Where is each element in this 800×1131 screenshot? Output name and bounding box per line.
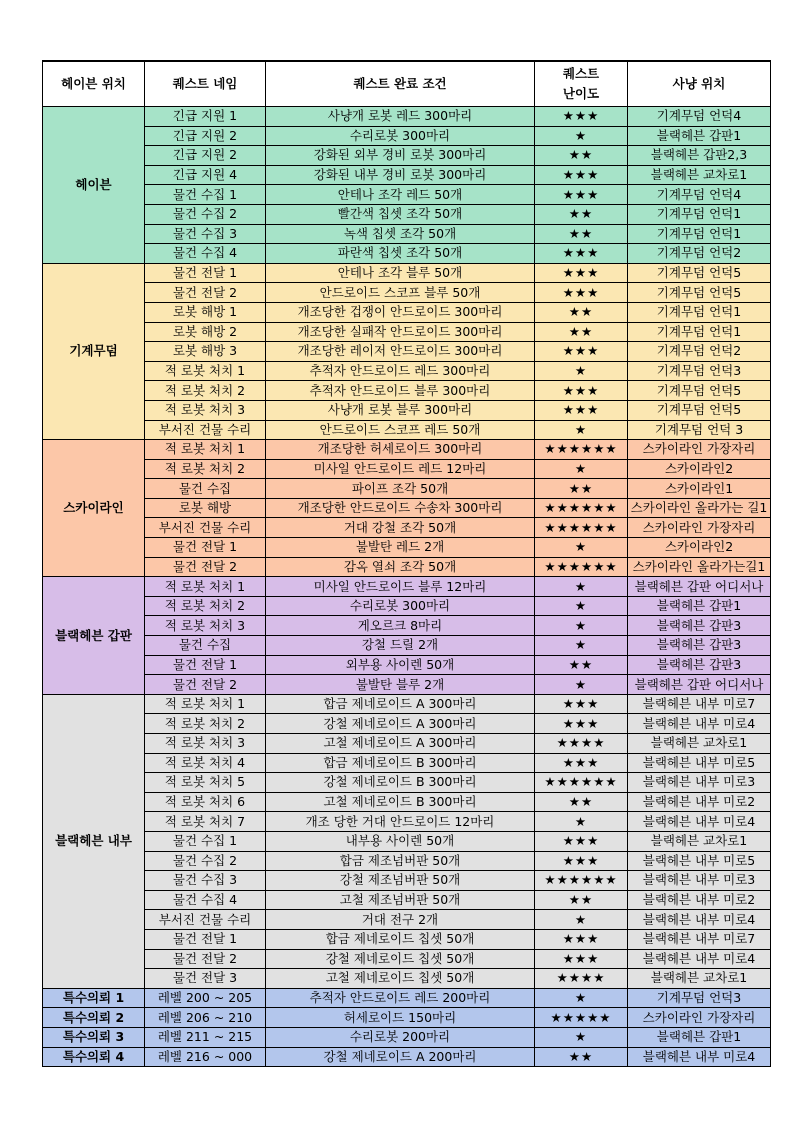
completion-cell: 합금 제네로이드 A 300마리 — [266, 694, 535, 714]
completion-cell: 고철 제네로이드 A 300마리 — [266, 734, 535, 754]
table-row — [43, 459, 771, 479]
completion-cell: 강철 제네로이드 칩셋 50개 — [266, 949, 535, 969]
table-row — [43, 773, 771, 793]
difficulty-cell: ★★★ — [535, 283, 628, 303]
table-row — [43, 812, 771, 832]
difficulty-cell: ★★★★ — [535, 969, 628, 989]
quest-name-cell: 로봇 해방 — [145, 498, 266, 518]
location-cell: 헤이븐 — [43, 107, 145, 264]
table-row — [43, 734, 771, 754]
difficulty-cell: ★ — [535, 459, 628, 479]
difficulty-cell: ★★★ — [535, 263, 628, 283]
hunt-location-cell: 기계무덤 언덕1 — [628, 302, 771, 322]
difficulty-cell: ★ — [535, 675, 628, 695]
difficulty-cell: ★★★ — [535, 165, 628, 185]
difficulty-cell: ★★★ — [535, 342, 628, 362]
table-row — [43, 929, 771, 949]
table-row — [43, 753, 771, 773]
completion-cell: 빨간색 칩셋 조각 50개 — [266, 204, 535, 224]
difficulty-cell: ★★★★★★ — [535, 498, 628, 518]
table-row — [43, 577, 771, 597]
hunt-location-cell: 기계무덤 언덕 3 — [628, 420, 771, 440]
special-location-cell: 특수의뢰 1 — [43, 988, 145, 1008]
table-row — [43, 185, 771, 205]
completion-cell: 불발탄 블루 2개 — [266, 675, 535, 695]
hunt-location-cell: 스카이라인 가장자리 — [628, 1008, 771, 1028]
special-location-cell: 특수의뢰 3 — [43, 1027, 145, 1047]
quest-name-cell: 물건 전달 2 — [145, 283, 266, 303]
table-row — [43, 204, 771, 224]
hunt-location-cell: 기계무덤 언덕2 — [628, 342, 771, 362]
table-row — [43, 831, 771, 851]
table-row — [43, 342, 771, 362]
hunt-location-cell: 블랙헤븐 교차로1 — [628, 734, 771, 754]
completion-cell: 강철 제네로이드 A 300마리 — [266, 714, 535, 734]
quest-name-cell: 부서진 건물 수리 — [145, 910, 266, 930]
quest-name-cell: 물건 수집 1 — [145, 185, 266, 205]
completion-cell: 강화된 외부 경비 로봇 300마리 — [266, 146, 535, 166]
table-row — [43, 224, 771, 244]
quest-table — [42, 60, 771, 1067]
hunt-location-cell: 블랙헤븐 갑판3 — [628, 655, 771, 675]
quest-name-cell: 적 로봇 처치 4 — [145, 753, 266, 773]
completion-cell: 안드로이드 스코프 레드 50개 — [266, 420, 535, 440]
completion-cell: 개조 당한 거대 안드로이드 12마리 — [266, 812, 535, 832]
completion-cell: 외부용 사이렌 50개 — [266, 655, 535, 675]
quest-name-cell: 적 로봇 처치 2 — [145, 596, 266, 616]
difficulty-cell: ★★★★★★ — [535, 773, 628, 793]
completion-cell: 불발탄 레드 2개 — [266, 538, 535, 558]
table-row — [43, 498, 771, 518]
difficulty-cell: ★★★ — [535, 244, 628, 264]
quest-name-cell: 적 로봇 처치 3 — [145, 400, 266, 420]
quest-name-cell: 물건 전달 2 — [145, 949, 266, 969]
quest-name-cell: 물건 전달 1 — [145, 263, 266, 283]
hunt-location-cell: 스카이라인 올라가는 길1 — [628, 498, 771, 518]
level-range-cell: 레벨 216 ~ 000 — [145, 1047, 266, 1067]
completion-cell: 강철 제네로이드 B 300마리 — [266, 773, 535, 793]
table-row — [43, 557, 771, 577]
quest-name-cell: 긴급 지원 4 — [145, 165, 266, 185]
quest-name-cell: 적 로봇 처치 3 — [145, 616, 266, 636]
hunt-location-cell: 스카이라인 올라가는길1 — [628, 557, 771, 577]
level-range-cell: 레벨 200 ~ 205 — [145, 988, 266, 1008]
table-row — [43, 655, 771, 675]
table-row — [43, 871, 771, 891]
table-row — [43, 616, 771, 636]
hunt-location-cell: 기계무덤 언덕1 — [628, 204, 771, 224]
table-row — [43, 792, 771, 812]
quest-name-cell: 로봇 해방 2 — [145, 322, 266, 342]
table-row — [43, 420, 771, 440]
table-row — [43, 165, 771, 185]
hunt-location-cell: 기계무덤 언덕4 — [628, 185, 771, 205]
difficulty-cell: ★★★★★★ — [535, 557, 628, 577]
hunt-location-cell: 블랙헤븐 내부 미로4 — [628, 1047, 771, 1067]
table-row — [43, 126, 771, 146]
table-row — [43, 302, 771, 322]
difficulty-cell: ★★ — [535, 224, 628, 244]
difficulty-cell: ★★ — [535, 322, 628, 342]
difficulty-cell: ★ — [535, 1027, 628, 1047]
hunt-location-cell: 블랙헤븐 갑판1 — [628, 596, 771, 616]
difficulty-cell: ★ — [535, 910, 628, 930]
completion-cell: 개조당한 허세로이드 300마리 — [266, 440, 535, 460]
quest-name-cell: 적 로봇 처치 2 — [145, 714, 266, 734]
quest-name-cell: 물건 수집 3 — [145, 224, 266, 244]
completion-cell: 수리로봇 200마리 — [266, 1027, 535, 1047]
completion-cell: 허세로이드 150마리 — [266, 1008, 535, 1028]
table-row — [43, 107, 771, 127]
table-row — [43, 694, 771, 714]
completion-cell: 안드로이드 스코프 블루 50개 — [266, 283, 535, 303]
location-cell: 블랙헤븐 내부 — [43, 694, 145, 988]
quest-name-cell: 물건 수집 4 — [145, 890, 266, 910]
completion-cell: 사냥개 로봇 블루 300마리 — [266, 400, 535, 420]
completion-cell: 강화된 내부 경비 로봇 300마리 — [266, 165, 535, 185]
special-location-cell: 특수의뢰 4 — [43, 1047, 145, 1067]
quest-name-cell: 물건 전달 2 — [145, 557, 266, 577]
table-row — [43, 263, 771, 283]
completion-cell: 강철 제조넘버판 50개 — [266, 871, 535, 891]
quest-name-cell: 물건 수집 4 — [145, 244, 266, 264]
quest-name-cell: 로봇 해방 3 — [145, 342, 266, 362]
difficulty-cell: ★ — [535, 126, 628, 146]
hunt-location-cell: 스카이라인2 — [628, 538, 771, 558]
table-row — [43, 851, 771, 871]
hunt-location-cell: 블랙헤븐 갑판1 — [628, 1027, 771, 1047]
completion-cell: 감옥 열쇠 조각 50개 — [266, 557, 535, 577]
level-range-cell: 레벨 206 ~ 210 — [145, 1008, 266, 1028]
quest-name-cell: 긴급 지원 1 — [145, 107, 266, 127]
difficulty-cell: ★★ — [535, 302, 628, 322]
completion-cell: 미사일 안드로이드 레드 12마리 — [266, 459, 535, 479]
hunt-location-cell: 블랙헤븐 갑판3 — [628, 616, 771, 636]
difficulty-cell: ★ — [535, 577, 628, 597]
difficulty-cell: ★ — [535, 538, 628, 558]
completion-cell: 안테나 조각 레드 50개 — [266, 185, 535, 205]
special-request-row — [43, 1008, 771, 1028]
hunt-location-cell: 블랙헤븐 내부 미로4 — [628, 910, 771, 930]
quest-name-cell: 물건 전달 1 — [145, 538, 266, 558]
quest-name-cell: 적 로봇 처치 2 — [145, 381, 266, 401]
hunt-location-cell: 블랙헤븐 내부 미로7 — [628, 694, 771, 714]
difficulty-cell: ★★★ — [535, 929, 628, 949]
difficulty-cell: ★ — [535, 596, 628, 616]
table-body — [43, 107, 771, 1067]
hunt-location-cell: 기계무덤 언덕5 — [628, 283, 771, 303]
hunt-location-cell: 블랙헤븐 내부 미로2 — [628, 890, 771, 910]
quest-name-cell: 적 로봇 처치 5 — [145, 773, 266, 793]
special-location-cell: 특수의뢰 2 — [43, 1008, 145, 1028]
completion-cell: 안테나 조각 블루 50개 — [266, 263, 535, 283]
hunt-location-cell: 기계무덤 언덕2 — [628, 244, 771, 264]
hunt-location-cell: 기계무덤 언덕5 — [628, 400, 771, 420]
hunt-location-cell: 블랙헤븐 내부 미로5 — [628, 753, 771, 773]
table-row — [43, 400, 771, 420]
hunt-location-cell: 블랙헤븐 내부 미로3 — [628, 871, 771, 891]
table-header — [43, 61, 771, 107]
difficulty-cell: ★★★★★★ — [535, 871, 628, 891]
hunt-location-cell: 블랙헤븐 내부 미로5 — [628, 851, 771, 871]
hunt-location-cell: 블랙헤븐 갑판3 — [628, 636, 771, 656]
completion-cell: 수리로봇 300마리 — [266, 596, 535, 616]
difficulty-cell: ★★★★★ — [535, 1008, 628, 1028]
difficulty-cell: ★★★ — [535, 107, 628, 127]
table-row — [43, 596, 771, 616]
table-row — [43, 969, 771, 989]
hunt-location-cell: 블랙헤븐 갑판 어디서나 — [628, 675, 771, 695]
completion-cell: 녹색 칩셋 조각 50개 — [266, 224, 535, 244]
table-row — [43, 714, 771, 734]
header-location: 헤이븐 위치 — [43, 61, 145, 107]
completion-cell: 미사일 안드로이드 블루 12마리 — [266, 577, 535, 597]
hunt-location-cell: 블랙헤븐 내부 미로4 — [628, 812, 771, 832]
hunt-location-cell: 블랙헤븐 내부 미로4 — [628, 949, 771, 969]
table-row — [43, 675, 771, 695]
quest-name-cell: 물건 전달 1 — [145, 929, 266, 949]
completion-cell: 파란색 칩셋 조각 50개 — [266, 244, 535, 264]
hunt-location-cell: 스카이라인 가장자리 — [628, 518, 771, 538]
header-hunt-location: 사냥 위치 — [628, 61, 771, 107]
completion-cell: 거대 강철 조각 50개 — [266, 518, 535, 538]
completion-cell: 고철 제네로이드 B 300마리 — [266, 792, 535, 812]
hunt-location-cell: 스카이라인2 — [628, 459, 771, 479]
hunt-location-cell: 기계무덤 언덕5 — [628, 263, 771, 283]
quest-name-cell: 물건 수집 1 — [145, 831, 266, 851]
completion-cell: 파이프 조각 50개 — [266, 479, 535, 499]
difficulty-cell: ★★ — [535, 479, 628, 499]
hunt-location-cell: 블랙헤븐 갑판1 — [628, 126, 771, 146]
hunt-location-cell: 블랙헤븐 내부 미로7 — [628, 929, 771, 949]
completion-cell: 고철 제조넘버판 50개 — [266, 890, 535, 910]
difficulty-cell: ★★★ — [535, 694, 628, 714]
hunt-location-cell: 블랙헤븐 교차로1 — [628, 831, 771, 851]
table-row — [43, 538, 771, 558]
quest-name-cell: 부서진 건물 수리 — [145, 420, 266, 440]
difficulty-cell: ★★ — [535, 146, 628, 166]
quest-name-cell: 긴급 지원 2 — [145, 146, 266, 166]
special-request-row — [43, 1027, 771, 1047]
header-difficulty: 퀘스트 난이도 — [535, 61, 628, 107]
hunt-location-cell: 블랙헤븐 교차로1 — [628, 969, 771, 989]
difficulty-cell: ★ — [535, 636, 628, 656]
table-row — [43, 381, 771, 401]
completion-cell: 개조당한 안드로이드 수송차 300마리 — [266, 498, 535, 518]
difficulty-cell: ★★★ — [535, 400, 628, 420]
hunt-location-cell: 기계무덤 언덕5 — [628, 381, 771, 401]
table-row — [43, 146, 771, 166]
special-request-row — [43, 1047, 771, 1067]
quest-name-cell: 적 로봇 처치 2 — [145, 459, 266, 479]
quest-name-cell: 적 로봇 처치 1 — [145, 577, 266, 597]
completion-cell: 강철 드릴 2개 — [266, 636, 535, 656]
quest-name-cell: 물건 수집 2 — [145, 204, 266, 224]
quest-name-cell: 적 로봇 처치 1 — [145, 361, 266, 381]
quest-name-cell: 적 로봇 처치 7 — [145, 812, 266, 832]
hunt-location-cell: 기계무덤 언덕3 — [628, 361, 771, 381]
table-row — [43, 636, 771, 656]
table-row — [43, 440, 771, 460]
difficulty-cell: ★ — [535, 361, 628, 381]
table-row — [43, 283, 771, 303]
difficulty-cell: ★★ — [535, 204, 628, 224]
quest-name-cell: 적 로봇 처치 3 — [145, 734, 266, 754]
hunt-location-cell: 블랙헤븐 내부 미로4 — [628, 714, 771, 734]
completion-cell: 개조당한 실패작 안드로이드 300마리 — [266, 322, 535, 342]
difficulty-cell: ★★★ — [535, 185, 628, 205]
hunt-location-cell: 블랙헤븐 내부 미로2 — [628, 792, 771, 812]
difficulty-cell: ★★★★★★ — [535, 440, 628, 460]
location-cell: 기계무덤 — [43, 263, 145, 439]
completion-cell: 수리로봇 300마리 — [266, 126, 535, 146]
table-row — [43, 949, 771, 969]
hunt-location-cell: 기계무덤 언덕1 — [628, 322, 771, 342]
difficulty-cell: ★★★ — [535, 381, 628, 401]
hunt-location-cell: 기계무덤 언덕4 — [628, 107, 771, 127]
table-row — [43, 518, 771, 538]
quest-name-cell: 적 로봇 처치 1 — [145, 694, 266, 714]
quest-name-cell: 물건 전달 3 — [145, 969, 266, 989]
completion-cell: 게오르크 8마리 — [266, 616, 535, 636]
table-row — [43, 361, 771, 381]
completion-cell: 강철 제네로이드 A 200마리 — [266, 1047, 535, 1067]
difficulty-cell: ★★★★★★ — [535, 518, 628, 538]
quest-name-cell: 물건 전달 1 — [145, 655, 266, 675]
difficulty-cell: ★★★ — [535, 753, 628, 773]
completion-cell: 내부용 사이렌 50개 — [266, 831, 535, 851]
table-row — [43, 890, 771, 910]
table-row — [43, 910, 771, 930]
hunt-location-cell: 기계무덤 언덕3 — [628, 988, 771, 1008]
completion-cell: 고철 제네로이드 칩셋 50개 — [266, 969, 535, 989]
quest-name-cell: 물건 수집 2 — [145, 851, 266, 871]
hunt-location-cell: 블랙헤븐 교차로1 — [628, 165, 771, 185]
difficulty-cell: ★ — [535, 988, 628, 1008]
quest-name-cell: 물건 수집 3 — [145, 871, 266, 891]
quest-name-cell: 적 로봇 처치 6 — [145, 792, 266, 812]
difficulty-cell: ★★ — [535, 890, 628, 910]
completion-cell: 개조당한 레이저 안드로이드 300마리 — [266, 342, 535, 362]
quest-name-cell: 물건 전달 2 — [145, 675, 266, 695]
difficulty-cell: ★★★ — [535, 851, 628, 871]
header-completion: 퀘스트 완료 조건 — [266, 61, 535, 107]
hunt-location-cell: 스카이라인1 — [628, 479, 771, 499]
completion-cell: 개조당한 겁쟁이 안드로이드 300마리 — [266, 302, 535, 322]
hunt-location-cell: 기계무덤 언덕1 — [628, 224, 771, 244]
location-cell: 스카이라인 — [43, 440, 145, 577]
difficulty-cell: ★ — [535, 420, 628, 440]
difficulty-cell: ★ — [535, 616, 628, 636]
difficulty-cell: ★★★ — [535, 831, 628, 851]
special-request-row — [43, 988, 771, 1008]
table-row — [43, 479, 771, 499]
completion-cell: 합금 제네로이드 B 300마리 — [266, 753, 535, 773]
difficulty-cell: ★★ — [535, 792, 628, 812]
quest-name-cell: 부서진 건물 수리 — [145, 518, 266, 538]
hunt-location-cell: 스카이라인 가장자리 — [628, 440, 771, 460]
quest-name-cell: 물건 수집 — [145, 636, 266, 656]
table-row — [43, 244, 771, 264]
hunt-location-cell: 블랙헤븐 내부 미로3 — [628, 773, 771, 793]
difficulty-cell: ★★ — [535, 1047, 628, 1067]
completion-cell: 합금 제네로이드 칩셋 50개 — [266, 929, 535, 949]
quest-name-cell: 적 로봇 처치 1 — [145, 440, 266, 460]
completion-cell: 사냥개 로봇 레드 300마리 — [266, 107, 535, 127]
completion-cell: 거대 전구 2개 — [266, 910, 535, 930]
completion-cell: 합금 제조넘버판 50개 — [266, 851, 535, 871]
difficulty-cell: ★★ — [535, 655, 628, 675]
hunt-location-cell: 블랙헤븐 갑판2,3 — [628, 146, 771, 166]
difficulty-cell: ★★★★ — [535, 734, 628, 754]
difficulty-cell: ★ — [535, 812, 628, 832]
header-quest-name: 퀘스트 네임 — [145, 61, 266, 107]
header-row — [43, 61, 771, 107]
hunt-location-cell: 블랙헤븐 갑판 어디서나 — [628, 577, 771, 597]
completion-cell: 추적자 안드로이드 블루 300마리 — [266, 381, 535, 401]
quest-name-cell: 긴급 지원 2 — [145, 126, 266, 146]
level-range-cell: 레벨 211 ~ 215 — [145, 1027, 266, 1047]
completion-cell: 추적자 안드로이드 레드 200마리 — [266, 988, 535, 1008]
difficulty-cell: ★★★ — [535, 949, 628, 969]
completion-cell: 추적자 안드로이드 레드 300마리 — [266, 361, 535, 381]
location-cell: 블랙헤븐 갑판 — [43, 577, 145, 695]
table-row — [43, 322, 771, 342]
difficulty-cell: ★★★ — [535, 714, 628, 734]
quest-name-cell: 물건 수집 — [145, 479, 266, 499]
quest-name-cell: 로봇 해방 1 — [145, 302, 266, 322]
